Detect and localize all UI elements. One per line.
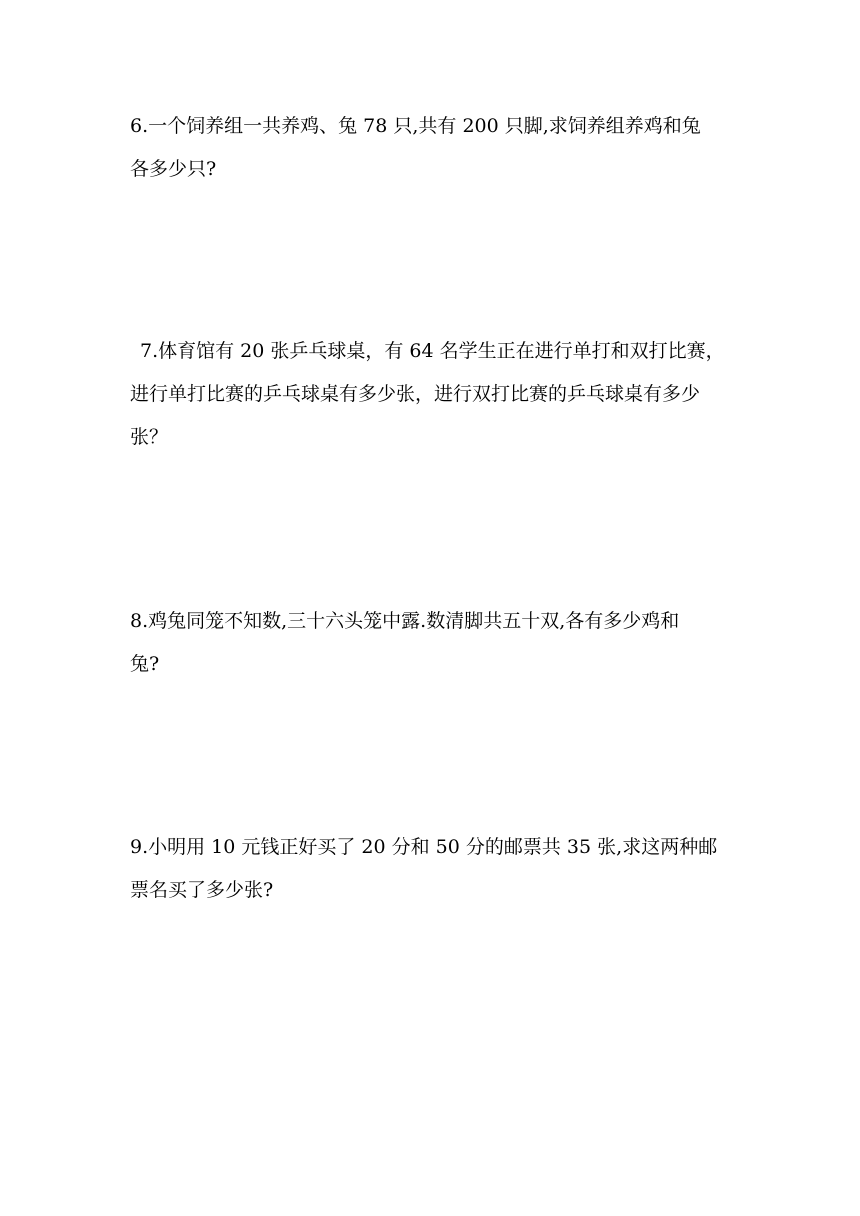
problem-7-line-3: 张？ — [130, 426, 169, 448]
problem-6-line-1: 6.一个饲养组一共养鸡、兔 78 只,共有 200 只脚,求饲养组养鸡和兔 — [130, 115, 701, 137]
problem-9 — [130, 826, 740, 912]
problem-8-line-1: 8.鸡兔同笼不知数,三十六头笼中露.数清脚共五十双,各有多少鸡和 — [130, 610, 680, 632]
problem-6 — [130, 105, 740, 191]
problem-8 — [130, 600, 740, 686]
problem-9-line-2: 票名买了多少张? — [130, 879, 274, 901]
problem-6-line-2: 各多少只? — [130, 158, 217, 180]
problem-8-line-2: 兔? — [130, 653, 160, 675]
problem-9-line-1: 9.小明用 10 元钱正好买了 20 分和 50 分的邮票共 35 张,求这两种邮 — [130, 836, 718, 858]
problem-7-line-2: 进行单打比赛的乒乓球桌有多少张，进行双打比赛的乒乓球桌有多少 — [130, 383, 701, 405]
problem-7-line-1: 7.体育馆有 20 张乒乓球桌，有 64 名学生正在进行单打和双打比赛， — [140, 340, 725, 362]
problem-7 — [130, 330, 740, 459]
